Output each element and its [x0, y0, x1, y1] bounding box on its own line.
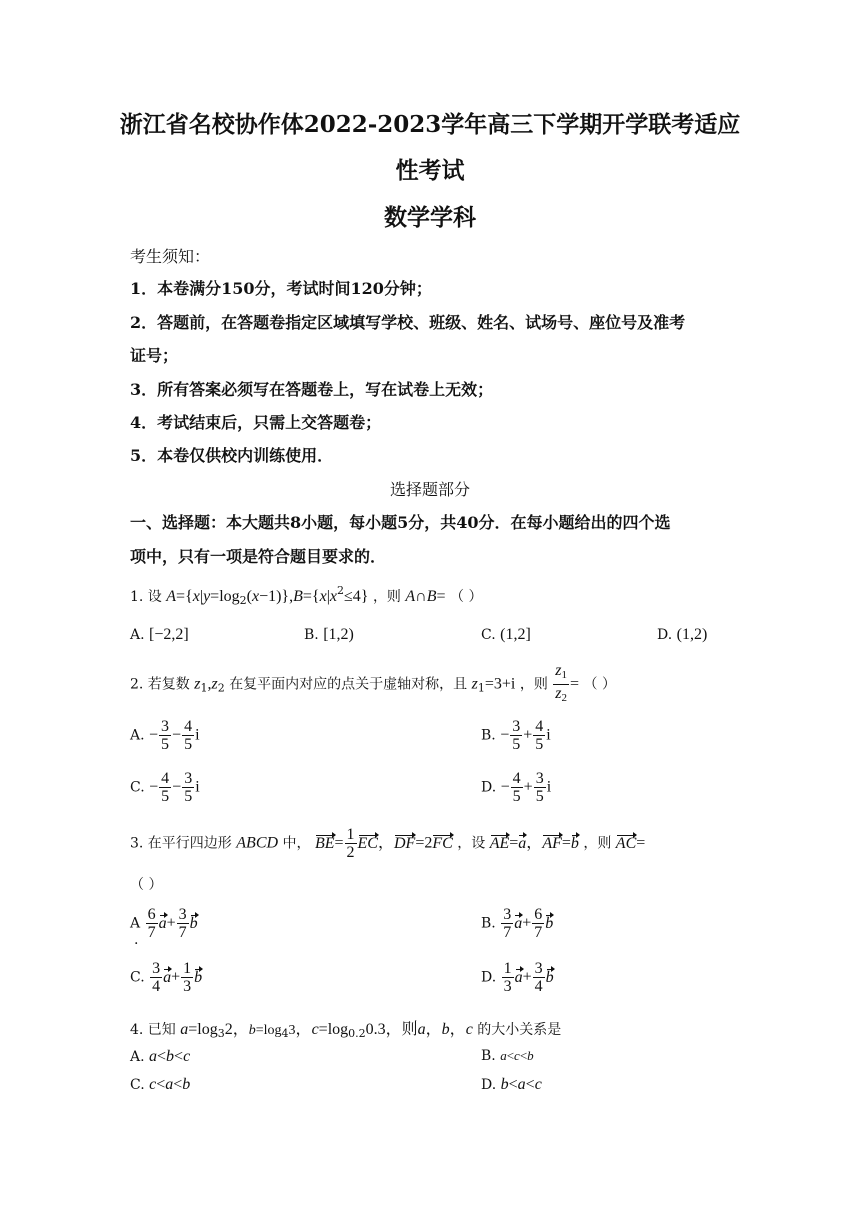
question-3-mid1: 中，	[282, 835, 311, 852]
option-label: A	[130, 915, 141, 932]
option-label: D.	[481, 969, 497, 986]
option-label: B.	[481, 727, 496, 744]
option-label: B.	[481, 915, 496, 932]
option-label: B.	[481, 1048, 496, 1064]
notice-item: 1．本卷满分150分，考试时间120分钟；	[130, 279, 432, 298]
subject-title: 数学学科	[384, 204, 476, 231]
question-2-suffix: ，则	[519, 676, 548, 693]
question-1-formula: A	[166, 588, 177, 605]
question-3-mid2: ，设	[457, 835, 486, 852]
option-b: B. $\frac{3}{7}$ a+ $\frac{6}{7}$ b	[481, 906, 554, 941]
answer-paren: （ ）	[450, 589, 483, 605]
question-3-suffix: ，则	[583, 835, 612, 852]
option-label: B.	[304, 627, 319, 643]
answer-paren: （ ）	[583, 676, 616, 693]
question-4: 4. 已知 $a=\log_32$，$b=\log_43$，$c=\log_{0.2}0.3$，则a，b，c 的大小关系是	[130, 1021, 562, 1040]
exam-title-line1: 浙江省名校协作体2022-2023学年高三下学期开学联考适应	[119, 111, 741, 138]
notice-item: 5．本卷仅供校内训练使用．	[130, 446, 334, 465]
option-a: A. − $\frac{3}{5}$ − $\frac{4}{5}$ i	[130, 718, 200, 753]
exam-title-line2: 性考试	[395, 157, 465, 184]
option-label: D.	[481, 1077, 497, 1093]
option-label: D.	[657, 627, 673, 643]
notice-item: 4．考试结束后，只需上交答题卷；	[130, 413, 382, 432]
notice-item: 3．所有答案必须写在答题卷上，写在试卷上无效；	[130, 380, 494, 399]
option-a-dot: .	[134, 932, 139, 948]
option-c: C. $\frac{3}{4}$ a+ $\frac{1}{3}$ b	[130, 960, 203, 995]
notice-intro: 考生须知：	[130, 247, 211, 266]
question-3: 3. 在平行四边形 ABCD 中， BE= $\frac{1}{2}$ EC，DF=2FC ，设 AE=a，AF=b ，则 AC=	[130, 826, 646, 861]
option-d: D. b<a<c	[481, 1076, 542, 1093]
question-2-middle: 在复平面内对应的点关于虚轴对称，且	[229, 676, 468, 693]
option-label: C.	[130, 1077, 145, 1093]
option-label: A.	[130, 627, 145, 643]
option-a: A $\frac{6}{7}$ a+ $\frac{3}{7}$ b	[130, 906, 198, 941]
option-b: B. − $\frac{3}{5}$ + $\frac{4}{5}$ i	[481, 718, 551, 753]
option-d	[657, 626, 707, 644]
section-heading: 选择题部分	[389, 480, 470, 499]
option-label: A.	[130, 727, 145, 744]
question-1-prefix: 1. 设	[130, 589, 162, 605]
option-label: C.	[481, 627, 496, 643]
question-4-prefix: 4. 已知	[130, 1022, 176, 1038]
notice-item: 证号；	[130, 346, 179, 365]
option-d: D. $\frac{1}{3}$ a+ $\frac{3}{4}$ b	[481, 960, 554, 995]
option-d: D. − $\frac{4}{5}$ + $\frac{3}{5}$ i	[481, 770, 552, 805]
answer-paren: （ ）	[130, 877, 163, 893]
question-2: 2. 若复数 $z_1,z_2$ 在复平面内对应的点关于虚轴对称，且 $z_1=3+i$ ，则 $\frac{z_1}{z_2}$ = （ ）	[130, 662, 616, 704]
section-instruction: 一、选择题：本大题共8小题，每小题5分，共40分．在每小题给出的四个选	[130, 513, 671, 532]
option-b	[304, 626, 354, 644]
option-label: D.	[481, 779, 497, 796]
notice-item: 2．答题前，在答题卷指定区域填写学校、班级、姓名、试场号、座位号及准考	[130, 313, 686, 332]
question-4-suffix: 的大小关系是	[477, 1022, 562, 1038]
option-c: C. c<a<b	[130, 1076, 191, 1093]
option-value: [−2,2]	[149, 626, 189, 643]
option-b: B. a<c<b	[481, 1048, 534, 1064]
section-instruction: 项中，只有一项是符合题目要求的．	[130, 547, 387, 566]
question-1-suffix: ，则	[372, 589, 401, 605]
option-c	[481, 626, 531, 644]
option-c: C. − $\frac{4}{5}$ − $\frac{3}{5}$ i	[130, 770, 200, 805]
question-2-prefix: 2. 若复数	[130, 676, 190, 693]
question-3-prefix: 3. 在平行四边形	[130, 835, 232, 852]
option-label: A.	[130, 1049, 145, 1065]
option-label: C.	[130, 779, 145, 796]
option-value: [1,2)	[323, 626, 354, 643]
option-label: C.	[130, 969, 145, 986]
option-a	[130, 626, 189, 644]
option-value: (1,2]	[500, 626, 531, 643]
question-1: 1. 设 $A=\{x|y=\log_2(x-1)\},B=\{x|x^2\le 4\}$ ，则 A∩B= （ ）	[130, 584, 483, 607]
option-a: A. a<b<c	[130, 1048, 191, 1065]
option-value: (1,2)	[676, 626, 708, 643]
